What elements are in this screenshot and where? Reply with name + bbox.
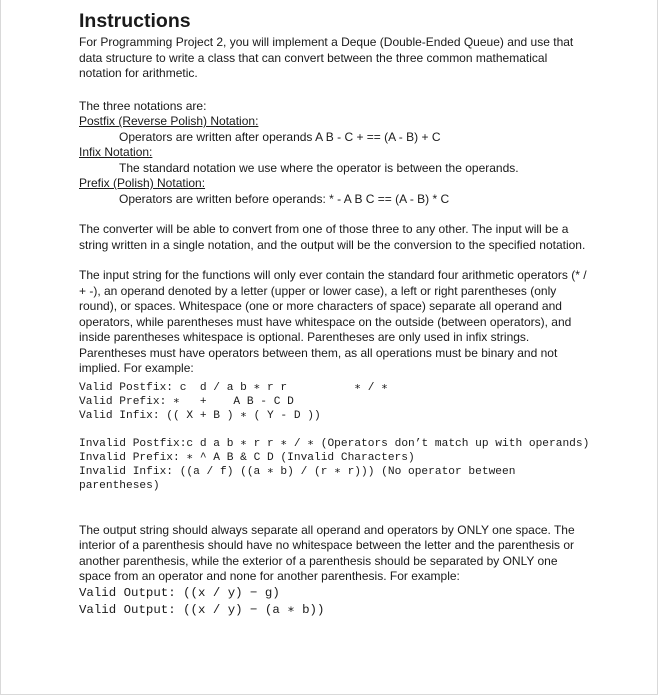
invalid-infix-example: Invalid Infix: ((a / f) ((a ∗ b) / (r ∗ r))) (No operator between parentheses) xyxy=(79,465,523,492)
valid-output-example-1: Valid Output: ((x / y) − g) xyxy=(79,585,280,600)
output-paragraph: The output string should always separate all operand and operators by ONLY one space. The interior of a parenthesis should have no whitespace between the letter and the parenthesis or another parenthesis, while the exterior of a parenthesis should be separated by ONLY one space from an operator and none for another parenthesis. For example: xyxy=(79,522,575,583)
valid-prefix-example: Valid Prefix: ∗ + A B - C D xyxy=(79,395,294,408)
infix-label: Infix Notation: xyxy=(79,145,153,159)
prefix-label: Prefix (Polish) Notation: xyxy=(79,176,206,190)
converter-paragraph: The converter will be able to convert from one of those three to any other. The input will be a string written in a single notation, and the output will be the conversion to the specified notation. xyxy=(79,222,586,252)
document-content xyxy=(79,8,589,619)
postfix-description: Operators are written after operands A B - C + == (A - B) + C xyxy=(119,129,441,144)
valid-output-example-2: Valid Output: ((x / y) − (a ∗ b)) xyxy=(79,602,325,617)
prefix-description: Operators are written before operands: * - A B C == (A - B) * C xyxy=(119,191,450,206)
input-paragraph: The input string for the functions will only ever contain the standard four arithmetic operators (* / + -), an operand denoted by a letter (upper or lower case), a left or right parentheses (only round), or spaces. Whitespace (one or more characters of space) separate all operand and operators, while parentheses must have whitespace on the outside (between operators), and inside parentheses whitespace is optional. Parentheses are only used in infix strings. Parentheses must have operators between them, as all operations must be binary and not implied. For example: xyxy=(79,268,587,375)
valid-infix-example: Valid Infix: (( X + B ) ∗ ( Y - D )) xyxy=(79,409,321,422)
invalid-prefix-example: Invalid Prefix: ∗ ^ A B & C D (Invalid Characters) xyxy=(79,451,415,464)
infix-description: The standard notation we use where the operator is between the operands. xyxy=(119,160,519,175)
intro-paragraph: For Programming Project 2, you will implement a Deque (Double-Ended Queue) and use that data structure to write a class that can convert between the three common mathematical notation for arithmetic. xyxy=(79,35,574,80)
valid-postfix-example: Valid Postfix: c d / a b ∗ r r ∗ / ∗ xyxy=(79,381,388,394)
invalid-postfix-example: Invalid Postfix:c d a b ∗ r r ∗ / ∗ (Operators don’t match up with operands) xyxy=(79,437,590,450)
page-title: Instructions xyxy=(79,10,191,32)
notations-heading: The three notations are: xyxy=(79,98,207,113)
postfix-label: Postfix (Reverse Polish) Notation: xyxy=(79,114,259,128)
